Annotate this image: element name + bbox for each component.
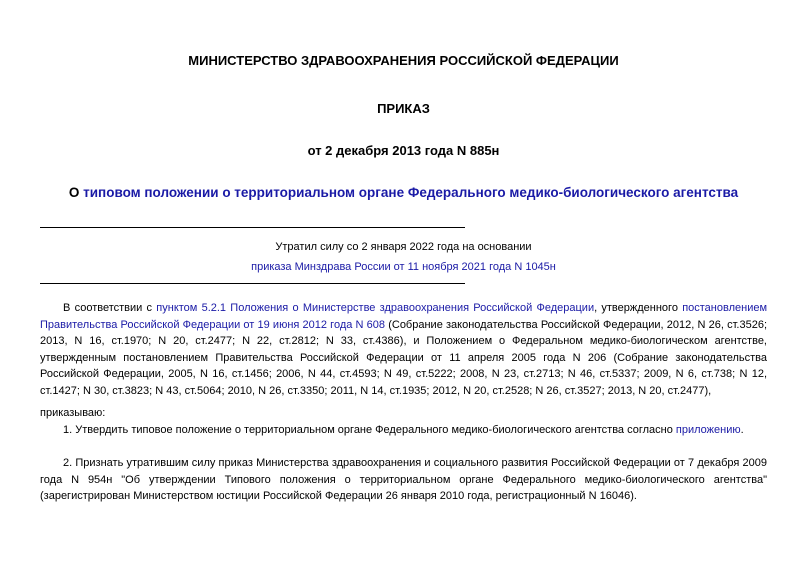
regulation-link[interactable]: пунктом 5.2.1 Положения о Министерстве здравоохранения Российской Федерации xyxy=(156,302,595,314)
date-number-heading: от 2 декабря 2013 года N 885н xyxy=(307,143,500,158)
preamble-text-a: В соответствии с xyxy=(63,302,157,314)
order-word: приказываю: xyxy=(40,407,106,419)
item-1-end: . xyxy=(740,424,744,436)
subject-heading xyxy=(0,185,807,200)
item-2-paragraph: 2. Признать утратившим силу приказ Министерства здравоохранения и социального развития Российской Федерации от 7 декабря 2009 года N 954н "Об утверждении Типового положения о территориальном органе Федерального медико-биологического агентства" (зарегистрирован Министерством юстиции Российской Федерации 26 января 2010 года, регистрационный N 16046). xyxy=(40,457,767,502)
divider-bottom xyxy=(40,283,465,284)
status-note-link xyxy=(0,261,807,273)
divider-top xyxy=(40,227,465,228)
preamble-text-c: (Собрание законодательства Российской Федерации, 2012, N 26, ст.3526; 2013, N 16, ст.1970; N 20, ст.2477; N 22, ст.2812; N 33, ст.4386), и Положением о Федеральном медико-биологическом агентстве, утвержденным постановлением Правительства Российской Федерации от 11 апреля 2005 года N 206 (Собрание законодательства Российской Федерации, 2005, N 16, ст.1456; 2006, N 44, ст.4593; N 49, ст.5222; 2008, N 23, ст.2713; N 46, ст.5337; 2009, N 6, ст.738; N 12, ст.1427; N 30, ст.3823; N 43, ст.5064; 2010, N 26, ст.3350; 2011, N 14, ст.1935; 2012, N 20, ст.2528; N 26, ст.3527; 2013, N 20, ст.2477), xyxy=(40,318,767,397)
preamble-text-b: , утвержденного xyxy=(594,302,683,314)
item-1-paragraph xyxy=(40,422,767,439)
subject-prefix: О xyxy=(68,185,84,200)
ministry-heading: МИНИСТЕРСТВО ЗДРАВООХРАНЕНИЯ РОССИЙСКОЙ ФЕДЕРАЦИИ xyxy=(188,53,619,68)
repeal-order-link[interactable]: приказа Минздрава России от 11 ноября 2021 года N 1045н xyxy=(251,261,556,273)
preamble-paragraph xyxy=(40,300,767,399)
item-1-text: 1. Утвердить типовое положение о территориальном органе Федерального медико-биологического агентства согласно xyxy=(63,424,676,436)
government-decree-link[interactable]: постановлением Правительства Российской Федерации от 19 июня 2012 года N 608 xyxy=(40,302,768,331)
subject-link[interactable]: типовом положении о территориальном органе Федерального медико-биологического агентства xyxy=(83,185,739,200)
status-note-line1: Утратил силу со 2 января 2022 года на основании xyxy=(275,241,532,253)
appendix-link[interactable]: приложению xyxy=(675,424,741,436)
document-type-heading: ПРИКАЗ xyxy=(377,101,430,116)
